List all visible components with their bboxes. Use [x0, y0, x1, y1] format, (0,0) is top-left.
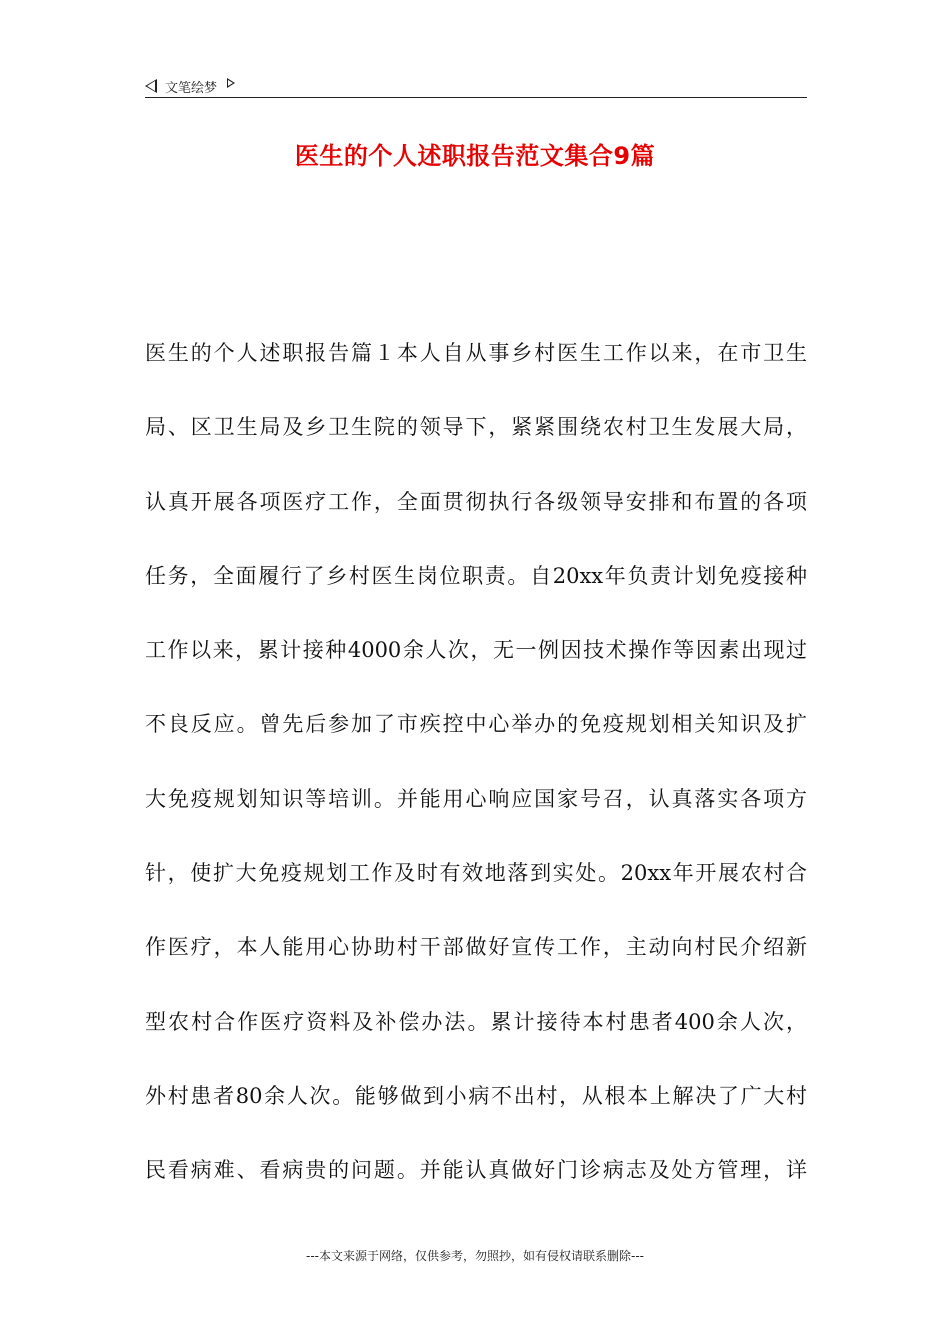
- body-line: 不良反应。曾先后参加了市疾控中心举办的免疫规划相关知识及扩: [145, 712, 807, 737]
- document-title: 医生的个人述职报告范文集合9篇: [294, 142, 656, 170]
- header-divider: [145, 97, 807, 98]
- body-line: 任务，全面履行了乡村医生岗位职责。自20xx年负责计划免疫接种: [145, 563, 807, 588]
- body-line: 外村患者80余人次。能够做到小病不出村，从根本上解决了广大村: [145, 1083, 807, 1108]
- body-line: 认真开展各项医疗工作，全面贯彻执行各级领导安排和布置的各项: [145, 489, 807, 514]
- body-line: 民看病难、看病贵的问题。并能认真做好门诊病志及处方管理，详: [145, 1158, 807, 1183]
- triangle-right-icon: [227, 78, 235, 88]
- footer-disclaimer: ---本文来源于网络，仅供参考，勿照抄，如有侵权请联系删除---: [306, 1249, 644, 1263]
- triangle-left-icon: [145, 79, 157, 93]
- body-line: 局、区卫生局及乡卫生院的领导下，紧紧围绕农村卫生发展大局，: [145, 415, 807, 440]
- page-header: [145, 74, 807, 98]
- body-line: 大免疫规划知识等培训。并能用心响应国家号召，认真落实各项方: [145, 786, 807, 811]
- body-line: 医生的个人述职报告篇１本人自从事乡村医生工作以来，在市卫生: [145, 341, 807, 365]
- body-line: 针，使扩大免疫规划工作及时有效地落到实处。20xx年开展农村合: [145, 861, 807, 886]
- body-line: 型农村合作医疗资料及补偿办法。累计接待本村患者400余人次，: [145, 1009, 807, 1034]
- header-brand: 文笔绘梦: [165, 80, 218, 96]
- body-line: 作医疗，本人能用心协助村干部做好宣传工作，主动向村民介绍新: [145, 935, 807, 960]
- document-body: [145, 316, 807, 1208]
- body-line: 工作以来，累计接种4000余人次，无一例因技术操作等因素出现过: [145, 638, 807, 663]
